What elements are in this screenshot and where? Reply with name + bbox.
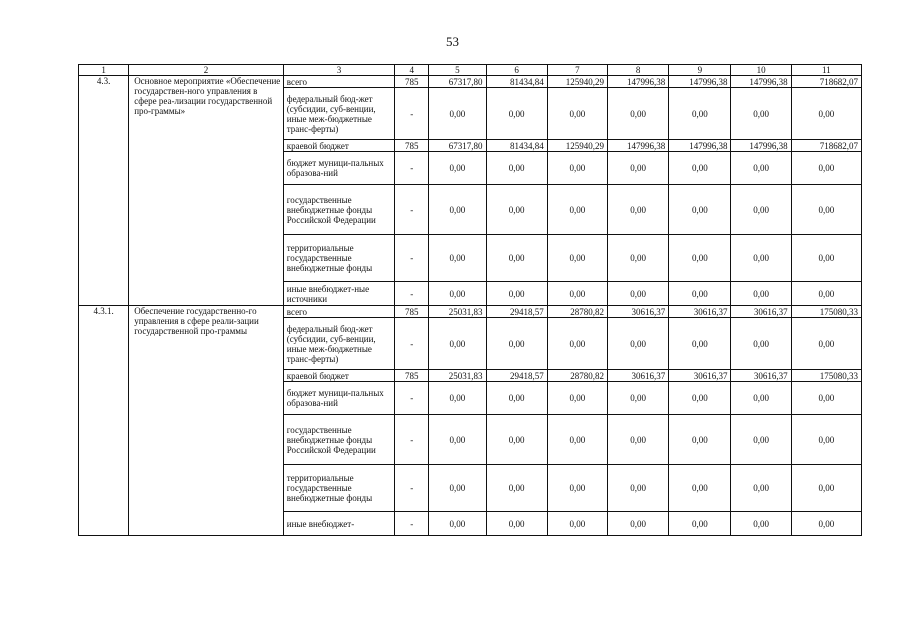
value-cell: 0,00: [429, 465, 486, 512]
value-cell: 147996,38: [607, 76, 668, 88]
value-cell: 0,00: [669, 282, 731, 306]
header-cell: 11: [791, 65, 861, 76]
table-row: [79, 76, 862, 88]
header-cell: 1: [79, 65, 129, 76]
value-cell: 0,00: [429, 88, 486, 140]
funding-source: иные внебюджет-: [283, 512, 394, 536]
code-cell: 785: [395, 306, 429, 318]
funding-source: бюджет муници-пальных образова-ний: [283, 382, 394, 415]
value-cell: 0,00: [791, 282, 861, 306]
value-cell: 0,00: [791, 88, 861, 140]
header-row: [79, 65, 862, 76]
value-cell: 0,00: [486, 235, 547, 282]
page-number: 53: [446, 34, 459, 49]
funding-source: бюджет муници-пальных образова-ний: [283, 152, 394, 185]
value-cell: 0,00: [791, 465, 861, 512]
table-body: [79, 65, 862, 536]
value-cell: 0,00: [547, 185, 607, 235]
item-code: 4.3.: [79, 76, 129, 306]
value-cell: 0,00: [669, 512, 731, 536]
value-cell: 28780,82: [547, 306, 607, 318]
funding-source: государственные внебюджетные фонды Российской Федерации: [283, 415, 394, 465]
value-cell: 25031,83: [429, 306, 486, 318]
value-cell: 0,00: [791, 235, 861, 282]
value-cell: 0,00: [547, 382, 607, 415]
value-cell: 0,00: [429, 382, 486, 415]
item-name: Основное мероприятие «Обеспечение государствен-ного управления в сфере реа-лизации государственной про-граммы»: [129, 76, 284, 306]
value-cell: 0,00: [669, 465, 731, 512]
value-cell: 67317,80: [429, 76, 486, 88]
value-cell: 0,00: [607, 465, 668, 512]
table-row: [79, 306, 862, 318]
funding-source: территориальные государственные внебюджетные фонды: [283, 465, 394, 512]
value-cell: 30616,37: [669, 306, 731, 318]
value-cell: 0,00: [547, 512, 607, 536]
value-cell: 0,00: [429, 235, 486, 282]
value-cell: 0,00: [791, 382, 861, 415]
code-cell: 785: [395, 370, 429, 382]
value-cell: 147996,38: [669, 140, 731, 152]
value-cell: 0,00: [607, 512, 668, 536]
funding-source: иные внебюджет-ные источники: [283, 282, 394, 306]
value-cell: 29418,57: [486, 370, 547, 382]
value-cell: 0,00: [669, 88, 731, 140]
header-cell: 5: [429, 65, 486, 76]
value-cell: 81434,84: [486, 76, 547, 88]
value-cell: 147996,38: [731, 140, 791, 152]
value-cell: 0,00: [731, 152, 791, 185]
value-cell: 0,00: [486, 465, 547, 512]
value-cell: 0,00: [547, 235, 607, 282]
code-cell: -: [395, 185, 429, 235]
value-cell: 0,00: [791, 185, 861, 235]
value-cell: 0,00: [731, 415, 791, 465]
value-cell: 0,00: [429, 318, 486, 370]
value-cell: 0,00: [607, 88, 668, 140]
value-cell: 0,00: [547, 88, 607, 140]
value-cell: 0,00: [547, 282, 607, 306]
value-cell: 175080,33: [791, 306, 861, 318]
value-cell: 0,00: [607, 152, 668, 185]
header-cell: 2: [129, 65, 284, 76]
code-cell: -: [395, 282, 429, 306]
value-cell: 0,00: [791, 512, 861, 536]
code-cell: 785: [395, 76, 429, 88]
value-cell: 0,00: [731, 465, 791, 512]
value-cell: 29418,57: [486, 306, 547, 318]
value-cell: 0,00: [607, 282, 668, 306]
value-cell: 0,00: [486, 415, 547, 465]
value-cell: 25031,83: [429, 370, 486, 382]
value-cell: 0,00: [486, 318, 547, 370]
value-cell: 30616,37: [731, 370, 791, 382]
funding-source: федеральный бюд-жет (субсидии, суб-венции, иные меж-бюджетные транс-ферты): [283, 88, 394, 140]
value-cell: 0,00: [547, 465, 607, 512]
value-cell: 0,00: [731, 512, 791, 536]
item-name: Обеспечение государственно-го управления в сфере реали-зации государственной про-граммы: [129, 306, 284, 536]
value-cell: 28780,82: [547, 370, 607, 382]
item-code: 4.3.1.: [79, 306, 129, 536]
value-cell: 0,00: [429, 185, 486, 235]
code-cell: -: [395, 382, 429, 415]
budget-table: [78, 64, 862, 536]
value-cell: 0,00: [429, 282, 486, 306]
funding-source: всего: [283, 76, 394, 88]
value-cell: 0,00: [547, 318, 607, 370]
value-cell: 0,00: [669, 235, 731, 282]
funding-source: всего: [283, 306, 394, 318]
value-cell: 0,00: [429, 415, 486, 465]
value-cell: 0,00: [486, 88, 547, 140]
code-cell: -: [395, 88, 429, 140]
value-cell: 0,00: [486, 185, 547, 235]
header-cell: 6: [486, 65, 547, 76]
value-cell: 0,00: [486, 282, 547, 306]
value-cell: 0,00: [429, 512, 486, 536]
value-cell: 0,00: [731, 382, 791, 415]
funding-source: краевой бюджет: [283, 140, 394, 152]
value-cell: 147996,38: [731, 76, 791, 88]
value-cell: 0,00: [731, 185, 791, 235]
value-cell: 30616,37: [731, 306, 791, 318]
value-cell: 30616,37: [669, 370, 731, 382]
value-cell: 0,00: [791, 152, 861, 185]
code-cell: 785: [395, 140, 429, 152]
value-cell: 0,00: [791, 318, 861, 370]
value-cell: 0,00: [731, 235, 791, 282]
header-cell: 10: [731, 65, 791, 76]
value-cell: 0,00: [669, 382, 731, 415]
value-cell: 30616,37: [607, 370, 668, 382]
value-cell: 0,00: [547, 152, 607, 185]
header-cell: 3: [283, 65, 394, 76]
value-cell: 0,00: [429, 152, 486, 185]
header-cell: 9: [669, 65, 731, 76]
value-cell: 0,00: [486, 512, 547, 536]
value-cell: 125940,29: [547, 76, 607, 88]
value-cell: 0,00: [486, 382, 547, 415]
funding-source: федеральный бюд-жет (субсидии, суб-венции, иные меж-бюджетные транс-ферты): [283, 318, 394, 370]
value-cell: 67317,80: [429, 140, 486, 152]
funding-source: краевой бюджет: [283, 370, 394, 382]
value-cell: 0,00: [486, 152, 547, 185]
code-cell: -: [395, 235, 429, 282]
value-cell: 0,00: [731, 282, 791, 306]
value-cell: 30616,37: [607, 306, 668, 318]
header-cell: 7: [547, 65, 607, 76]
value-cell: 0,00: [669, 152, 731, 185]
value-cell: 718682,07: [791, 76, 861, 88]
funding-source: территориальные государственные внебюджетные фонды: [283, 235, 394, 282]
value-cell: 0,00: [607, 318, 668, 370]
value-cell: 0,00: [607, 382, 668, 415]
value-cell: 0,00: [607, 415, 668, 465]
value-cell: 0,00: [669, 185, 731, 235]
code-cell: -: [395, 465, 429, 512]
value-cell: 718682,07: [791, 140, 861, 152]
code-cell: -: [395, 415, 429, 465]
funding-source: государственные внебюджетные фонды Российской Федерации: [283, 185, 394, 235]
value-cell: 0,00: [731, 318, 791, 370]
header-cell: 4: [395, 65, 429, 76]
code-cell: -: [395, 512, 429, 536]
value-cell: 147996,38: [669, 76, 731, 88]
code-cell: -: [395, 318, 429, 370]
value-cell: 0,00: [731, 88, 791, 140]
value-cell: 175080,33: [791, 370, 861, 382]
header-cell: 8: [607, 65, 668, 76]
value-cell: 0,00: [547, 415, 607, 465]
value-cell: 147996,38: [607, 140, 668, 152]
value-cell: 81434,84: [486, 140, 547, 152]
value-cell: 0,00: [791, 415, 861, 465]
value-cell: 125940,29: [547, 140, 607, 152]
value-cell: 0,00: [607, 235, 668, 282]
code-cell: -: [395, 152, 429, 185]
value-cell: 0,00: [607, 185, 668, 235]
value-cell: 0,00: [669, 318, 731, 370]
value-cell: 0,00: [669, 415, 731, 465]
